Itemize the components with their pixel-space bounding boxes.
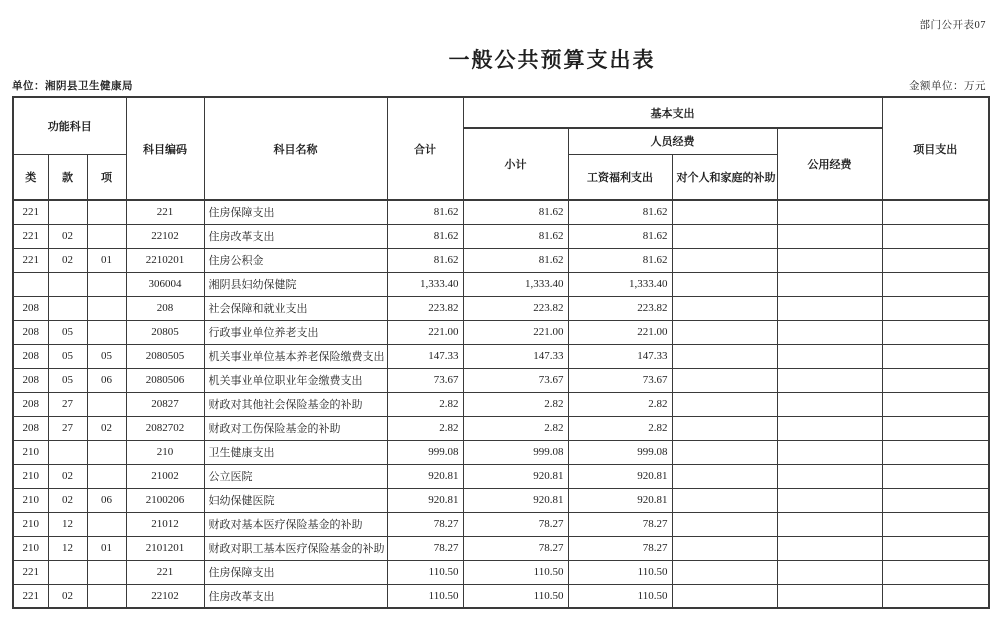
doc-sheet-label: 部门公开表07: [919, 20, 986, 31]
table-row: [13, 584, 989, 608]
cell-project-expenditure: [882, 560, 989, 584]
cell-family-subsidy: [672, 272, 777, 296]
cell-public-funds: [777, 440, 882, 464]
cell-item: 02: [87, 416, 126, 440]
cell-public-funds: [777, 584, 882, 608]
table-row: [13, 464, 989, 488]
cell-project-expenditure: [882, 296, 989, 320]
cell-family-subsidy: [672, 584, 777, 608]
cell-subject-name: 湘阴县妇幼保健院: [204, 272, 387, 296]
cell-public-funds: [777, 296, 882, 320]
cell-project-expenditure: [882, 200, 989, 224]
cell-category: 221: [13, 584, 48, 608]
cell-wage-welfare: 78.27: [568, 536, 672, 560]
cell-family-subsidy: [672, 440, 777, 464]
cell-public-funds: [777, 344, 882, 368]
cell-subject-name: 财政对工伤保险基金的补助: [204, 416, 387, 440]
cell-wage-welfare: 223.82: [568, 296, 672, 320]
cell-item: [87, 392, 126, 416]
cell-project-expenditure: [882, 272, 989, 296]
cell-wage-welfare: 2.82: [568, 392, 672, 416]
cell-subtotal: 81.62: [463, 224, 568, 248]
cell-project-expenditure: [882, 464, 989, 488]
cell-total: 81.62: [387, 248, 463, 272]
cell-subtotal: 78.27: [463, 512, 568, 536]
cell-subject-name: 财政对职工基本医疗保险基金的补助: [204, 536, 387, 560]
cell-subject-code: 221: [126, 200, 204, 224]
cell-public-funds: [777, 488, 882, 512]
cell-public-funds: [777, 392, 882, 416]
cell-subject-code: 2080506: [126, 368, 204, 392]
cell-total: 110.50: [387, 584, 463, 608]
table-row: [13, 200, 989, 224]
cell-wage-welfare: 920.81: [568, 488, 672, 512]
cell-subject-name: 住房保障支出: [204, 560, 387, 584]
cell-subject-name: 行政事业单位养老支出: [204, 320, 387, 344]
cell-total: 78.27: [387, 512, 463, 536]
cell-section: 12: [48, 512, 87, 536]
cell-project-expenditure: [882, 320, 989, 344]
cell-subtotal: 81.62: [463, 248, 568, 272]
cell-section: 02: [48, 224, 87, 248]
cell-section: [48, 200, 87, 224]
table-row: [13, 488, 989, 512]
header-public-funds: 公用经费: [777, 128, 882, 200]
cell-wage-welfare: 999.08: [568, 440, 672, 464]
cell-category: [13, 272, 48, 296]
cell-subject-name: 住房改革支出: [204, 584, 387, 608]
cell-total: 920.81: [387, 488, 463, 512]
cell-subject-name: 住房保障支出: [204, 200, 387, 224]
cell-project-expenditure: [882, 584, 989, 608]
cell-subject-code: 2210201: [126, 248, 204, 272]
table-header: [13, 97, 989, 200]
cell-family-subsidy: [672, 200, 777, 224]
cell-wage-welfare: 73.67: [568, 368, 672, 392]
budget-expenditure-table: [12, 96, 990, 609]
cell-subtotal: 2.82: [463, 416, 568, 440]
table-row: [13, 536, 989, 560]
cell-wage-welfare: 147.33: [568, 344, 672, 368]
cell-item: [87, 224, 126, 248]
cell-category: 221: [13, 248, 48, 272]
cell-family-subsidy: [672, 248, 777, 272]
cell-subject-name: 机关事业单位基本养老保险缴费支出: [204, 344, 387, 368]
cell-public-funds: [777, 248, 882, 272]
cell-subject-code: 22102: [126, 224, 204, 248]
cell-public-funds: [777, 416, 882, 440]
cell-family-subsidy: [672, 536, 777, 560]
table-row: [13, 296, 989, 320]
cell-subject-code: 21012: [126, 512, 204, 536]
cell-category: 208: [13, 416, 48, 440]
table-row: [13, 512, 989, 536]
cell-item: 06: [87, 368, 126, 392]
cell-category: 210: [13, 440, 48, 464]
cell-subtotal: 999.08: [463, 440, 568, 464]
cell-section: 27: [48, 416, 87, 440]
cell-section: 05: [48, 344, 87, 368]
cell-section: [48, 560, 87, 584]
table-row: [13, 272, 989, 296]
cell-item: [87, 584, 126, 608]
cell-category: 208: [13, 392, 48, 416]
cell-section: [48, 296, 87, 320]
cell-item: 01: [87, 248, 126, 272]
cell-item: [87, 512, 126, 536]
cell-section: 02: [48, 464, 87, 488]
cell-section: 05: [48, 368, 87, 392]
cell-total: 223.82: [387, 296, 463, 320]
cell-subject-code: 2080505: [126, 344, 204, 368]
cell-item: 06: [87, 488, 126, 512]
cell-subject-code: 2082702: [126, 416, 204, 440]
cell-total: 2.82: [387, 392, 463, 416]
cell-subject-name: 社会保障和就业支出: [204, 296, 387, 320]
cell-wage-welfare: 81.62: [568, 200, 672, 224]
cell-project-expenditure: [882, 392, 989, 416]
cell-section: [48, 272, 87, 296]
cell-public-funds: [777, 200, 882, 224]
cell-subtotal: 223.82: [463, 296, 568, 320]
cell-subtotal: 1,333.40: [463, 272, 568, 296]
header-section: 款: [48, 154, 87, 200]
cell-category: 210: [13, 488, 48, 512]
cell-family-subsidy: [672, 296, 777, 320]
table-row: [13, 392, 989, 416]
cell-category: 210: [13, 536, 48, 560]
cell-item: [87, 440, 126, 464]
table-row: [13, 248, 989, 272]
cell-project-expenditure: [882, 440, 989, 464]
cell-public-funds: [777, 512, 882, 536]
cell-project-expenditure: [882, 416, 989, 440]
table-row: [13, 440, 989, 464]
cell-total: 73.67: [387, 368, 463, 392]
header-wage-welfare: 工资福利支出: [568, 154, 672, 200]
header-project-expenditure: 项目支出: [882, 97, 989, 200]
cell-subtotal: 110.50: [463, 560, 568, 584]
cell-family-subsidy: [672, 488, 777, 512]
table-row: [13, 320, 989, 344]
cell-category: 210: [13, 464, 48, 488]
cell-family-subsidy: [672, 512, 777, 536]
cell-project-expenditure: [882, 344, 989, 368]
meta-row: [12, 78, 986, 93]
header-family-subsidy: 对个人和家庭的补助: [672, 154, 777, 200]
cell-item: [87, 200, 126, 224]
cell-subtotal: 78.27: [463, 536, 568, 560]
cell-wage-welfare: 2.82: [568, 416, 672, 440]
cell-category: 221: [13, 200, 48, 224]
cell-item: [87, 560, 126, 584]
cell-wage-welfare: 221.00: [568, 320, 672, 344]
cell-total: 81.62: [387, 224, 463, 248]
cell-total: 78.27: [387, 536, 463, 560]
cell-total: 999.08: [387, 440, 463, 464]
cell-subtotal: 73.67: [463, 368, 568, 392]
cell-project-expenditure: [882, 536, 989, 560]
cell-wage-welfare: 78.27: [568, 512, 672, 536]
cell-family-subsidy: [672, 368, 777, 392]
cell-public-funds: [777, 464, 882, 488]
cell-category: 208: [13, 296, 48, 320]
table-row: [13, 416, 989, 440]
cell-category: 210: [13, 512, 48, 536]
cell-wage-welfare: 1,333.40: [568, 272, 672, 296]
cell-item: 01: [87, 536, 126, 560]
cell-total: 81.62: [387, 200, 463, 224]
cell-wage-welfare: 920.81: [568, 464, 672, 488]
cell-total: 920.81: [387, 464, 463, 488]
cell-wage-welfare: 81.62: [568, 248, 672, 272]
cell-family-subsidy: [672, 392, 777, 416]
cell-subject-code: 20827: [126, 392, 204, 416]
cell-subject-code: 21002: [126, 464, 204, 488]
header-subtotal: 小计: [463, 128, 568, 200]
cell-family-subsidy: [672, 416, 777, 440]
cell-subject-code: 20805: [126, 320, 204, 344]
cell-wage-welfare: 81.62: [568, 224, 672, 248]
cell-total: 2.82: [387, 416, 463, 440]
cell-item: [87, 320, 126, 344]
cell-subtotal: 2.82: [463, 392, 568, 416]
cell-public-funds: [777, 368, 882, 392]
cell-item: 05: [87, 344, 126, 368]
cell-item: [87, 464, 126, 488]
cell-public-funds: [777, 320, 882, 344]
cell-subject-name: 财政对其他社会保险基金的补助: [204, 392, 387, 416]
amount-unit-label: 金额单位：万元: [909, 81, 986, 92]
cell-item: [87, 272, 126, 296]
cell-total: 110.50: [387, 560, 463, 584]
unit-label: 单位：湘阴县卫生健康局: [12, 81, 133, 92]
cell-public-funds: [777, 536, 882, 560]
cell-project-expenditure: [882, 512, 989, 536]
cell-subject-code: 2100206: [126, 488, 204, 512]
table-row: [13, 224, 989, 248]
header-subject-code: 科目编码: [126, 97, 204, 200]
cell-subtotal: 920.81: [463, 464, 568, 488]
cell-subtotal: 110.50: [463, 584, 568, 608]
cell-section: 02: [48, 584, 87, 608]
cell-item: [87, 296, 126, 320]
header-item: 项: [87, 154, 126, 200]
cell-category: 221: [13, 560, 48, 584]
cell-project-expenditure: [882, 224, 989, 248]
header-category: 类: [13, 154, 48, 200]
cell-subject-name: 财政对基本医疗保险基金的补助: [204, 512, 387, 536]
header-functional-subject: 功能科目: [13, 97, 126, 154]
cell-section: [48, 440, 87, 464]
cell-family-subsidy: [672, 464, 777, 488]
page-title: 一般公共预算支出表: [448, 48, 656, 72]
table-row: [13, 560, 989, 584]
cell-total: 147.33: [387, 344, 463, 368]
cell-subject-code: 210: [126, 440, 204, 464]
cell-section: 02: [48, 248, 87, 272]
cell-project-expenditure: [882, 248, 989, 272]
cell-section: 12: [48, 536, 87, 560]
cell-family-subsidy: [672, 320, 777, 344]
header-basic-expenditure: 基本支出: [463, 97, 882, 128]
cell-project-expenditure: [882, 488, 989, 512]
table-body: [13, 200, 989, 608]
cell-project-expenditure: [882, 368, 989, 392]
cell-subtotal: 920.81: [463, 488, 568, 512]
cell-total: 221.00: [387, 320, 463, 344]
cell-family-subsidy: [672, 344, 777, 368]
cell-category: 221: [13, 224, 48, 248]
cell-subject-name: 住房公积金: [204, 248, 387, 272]
table-row: [13, 368, 989, 392]
cell-subject-code: 2101201: [126, 536, 204, 560]
cell-family-subsidy: [672, 224, 777, 248]
cell-total: 1,333.40: [387, 272, 463, 296]
cell-subtotal: 81.62: [463, 200, 568, 224]
cell-category: 208: [13, 344, 48, 368]
cell-wage-welfare: 110.50: [568, 584, 672, 608]
cell-subject-name: 机关事业单位职业年金缴费支出: [204, 368, 387, 392]
cell-subtotal: 147.33: [463, 344, 568, 368]
cell-subject-code: 306004: [126, 272, 204, 296]
cell-category: 208: [13, 368, 48, 392]
cell-section: 27: [48, 392, 87, 416]
header-total: 合计: [387, 97, 463, 200]
cell-section: 02: [48, 488, 87, 512]
cell-subject-code: 22102: [126, 584, 204, 608]
cell-subject-code: 208: [126, 296, 204, 320]
cell-subject-code: 221: [126, 560, 204, 584]
cell-section: 05: [48, 320, 87, 344]
cell-subject-name: 公立医院: [204, 464, 387, 488]
cell-family-subsidy: [672, 560, 777, 584]
cell-subject-name: 卫生健康支出: [204, 440, 387, 464]
table-row: [13, 344, 989, 368]
cell-public-funds: [777, 560, 882, 584]
cell-subtotal: 221.00: [463, 320, 568, 344]
cell-subject-name: 住房改革支出: [204, 224, 387, 248]
header-personnel-funds: 人员经费: [568, 128, 777, 154]
cell-category: 208: [13, 320, 48, 344]
cell-public-funds: [777, 272, 882, 296]
header-subject-name: 科目名称: [204, 97, 387, 200]
cell-public-funds: [777, 224, 882, 248]
cell-subject-name: 妇幼保健医院: [204, 488, 387, 512]
cell-wage-welfare: 110.50: [568, 560, 672, 584]
